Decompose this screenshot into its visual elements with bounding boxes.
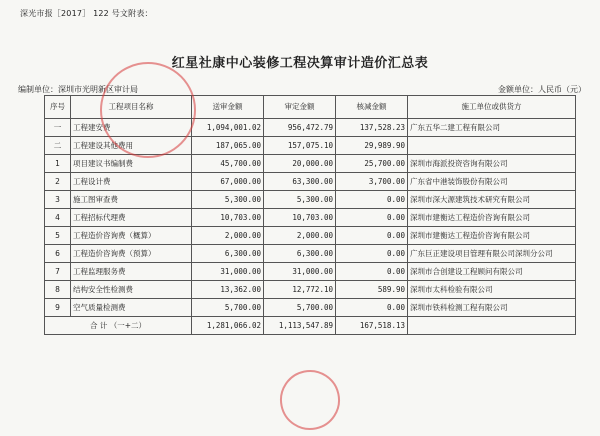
row-unit: 深圳市海派投资咨询有限公司	[408, 155, 576, 173]
row-unit: 广东巨正建设项目管理有限公司深圳分公司	[408, 245, 576, 263]
row-unit: 深圳市太科检验有限公司	[408, 281, 576, 299]
row-approved: 5,700.00	[264, 299, 336, 317]
header-reduction: 核减金额	[336, 96, 408, 119]
row-name: 工程造价咨询费（概算）	[71, 227, 192, 245]
row-no: 一	[45, 119, 71, 137]
table-row	[45, 173, 576, 191]
header-name: 工程项目名称	[71, 96, 192, 119]
header-no: 序号	[45, 96, 71, 119]
row-no: 7	[45, 263, 71, 281]
row-name: 项目建议书编制费	[71, 155, 192, 173]
row-reduction: 589.90	[336, 281, 408, 299]
row-reduction: 0.00	[336, 227, 408, 245]
row-unit: 深圳市深大源建筑技术研究有限公司	[408, 191, 576, 209]
row-reduction: 0.00	[336, 245, 408, 263]
row-submitted: 6,300.00	[192, 245, 264, 263]
row-reduction: 29,989.90	[336, 137, 408, 155]
row-name: 空气质量检测费	[71, 299, 192, 317]
document-number: 深光市报［2017］ 122 号文附表：	[20, 9, 153, 18]
row-unit: 深圳市建衡达工程造价咨询有限公司	[408, 209, 576, 227]
header-approved: 审定金额	[264, 96, 336, 119]
row-unit: 广东五华二建工程有限公司	[408, 119, 576, 137]
row-unit: 深圳市铁科检测工程有限公司	[408, 299, 576, 317]
row-submitted: 2,000.00	[192, 227, 264, 245]
row-reduction: 3,700.00	[336, 173, 408, 191]
row-unit: 深圳市合创建设工程顾问有限公司	[408, 263, 576, 281]
row-submitted: 10,703.00	[192, 209, 264, 227]
header-unit: 施工单位或供货方	[408, 96, 576, 119]
compiler-unit: 编制单位：深圳市光明新区审计局	[18, 85, 138, 94]
table-row	[45, 263, 576, 281]
row-submitted: 5,700.00	[192, 299, 264, 317]
row-approved: 31,000.00	[264, 263, 336, 281]
row-name: 工程设计费	[71, 173, 192, 191]
table-row	[45, 155, 576, 173]
row-name: 工程建安费	[71, 119, 192, 137]
row-no: 2	[45, 173, 71, 191]
row-submitted: 31,000.00	[192, 263, 264, 281]
row-reduction: 0.00	[336, 263, 408, 281]
row-no: 5	[45, 227, 71, 245]
row-submitted: 187,065.00	[192, 137, 264, 155]
row-name: 工程建设其他费用	[71, 137, 192, 155]
total-unit	[408, 317, 576, 335]
row-submitted: 1,094,001.02	[192, 119, 264, 137]
currency-unit: 金额单位：人民币（元）	[498, 85, 586, 94]
row-approved: 10,703.00	[264, 209, 336, 227]
row-unit: 深圳市建衡达工程造价咨询有限公司	[408, 227, 576, 245]
row-approved: 63,300.00	[264, 173, 336, 191]
row-reduction: 25,700.00	[336, 155, 408, 173]
row-no: 4	[45, 209, 71, 227]
row-name: 施工图审查费	[71, 191, 192, 209]
table-row	[45, 281, 576, 299]
official-seal-stamp	[274, 364, 345, 435]
row-submitted: 67,000.00	[192, 173, 264, 191]
total-approved: 1,113,547.89	[264, 317, 336, 335]
row-submitted: 5,300.00	[192, 191, 264, 209]
table-row	[45, 245, 576, 263]
row-submitted: 45,700.00	[192, 155, 264, 173]
total-label: 合 计 （一+二）	[45, 317, 192, 335]
row-approved: 6,300.00	[264, 245, 336, 263]
row-approved: 20,000.00	[264, 155, 336, 173]
row-approved: 157,075.10	[264, 137, 336, 155]
header-submitted: 送审金额	[192, 96, 264, 119]
row-unit: 广东省中港装饰股份有限公司	[408, 173, 576, 191]
table-row	[45, 227, 576, 245]
row-reduction: 0.00	[336, 209, 408, 227]
row-no: 9	[45, 299, 71, 317]
table-row	[45, 191, 576, 209]
row-name: 结构安全性检测费	[71, 281, 192, 299]
row-unit	[408, 137, 576, 155]
total-row	[45, 317, 576, 335]
row-approved: 956,472.79	[264, 119, 336, 137]
row-reduction: 0.00	[336, 191, 408, 209]
total-submitted: 1,281,066.02	[192, 317, 264, 335]
row-approved: 2,000.00	[264, 227, 336, 245]
row-reduction: 0.00	[336, 299, 408, 317]
row-no: 1	[45, 155, 71, 173]
row-name: 工程监理服务费	[71, 263, 192, 281]
row-approved: 5,300.00	[264, 191, 336, 209]
row-no: 6	[45, 245, 71, 263]
row-no: 二	[45, 137, 71, 155]
page-title: 红星社康中心装修工程决算审计造价汇总表	[171, 56, 429, 71]
row-no: 8	[45, 281, 71, 299]
row-reduction: 137,528.23	[336, 119, 408, 137]
row-no: 3	[45, 191, 71, 209]
table-row	[45, 299, 576, 317]
row-approved: 12,772.10	[264, 281, 336, 299]
row-name: 工程造价咨询费（预算）	[71, 245, 192, 263]
table-row	[45, 209, 576, 227]
total-reduction: 167,518.13	[336, 317, 408, 335]
row-submitted: 13,362.00	[192, 281, 264, 299]
row-name: 工程招标代理费	[71, 209, 192, 227]
